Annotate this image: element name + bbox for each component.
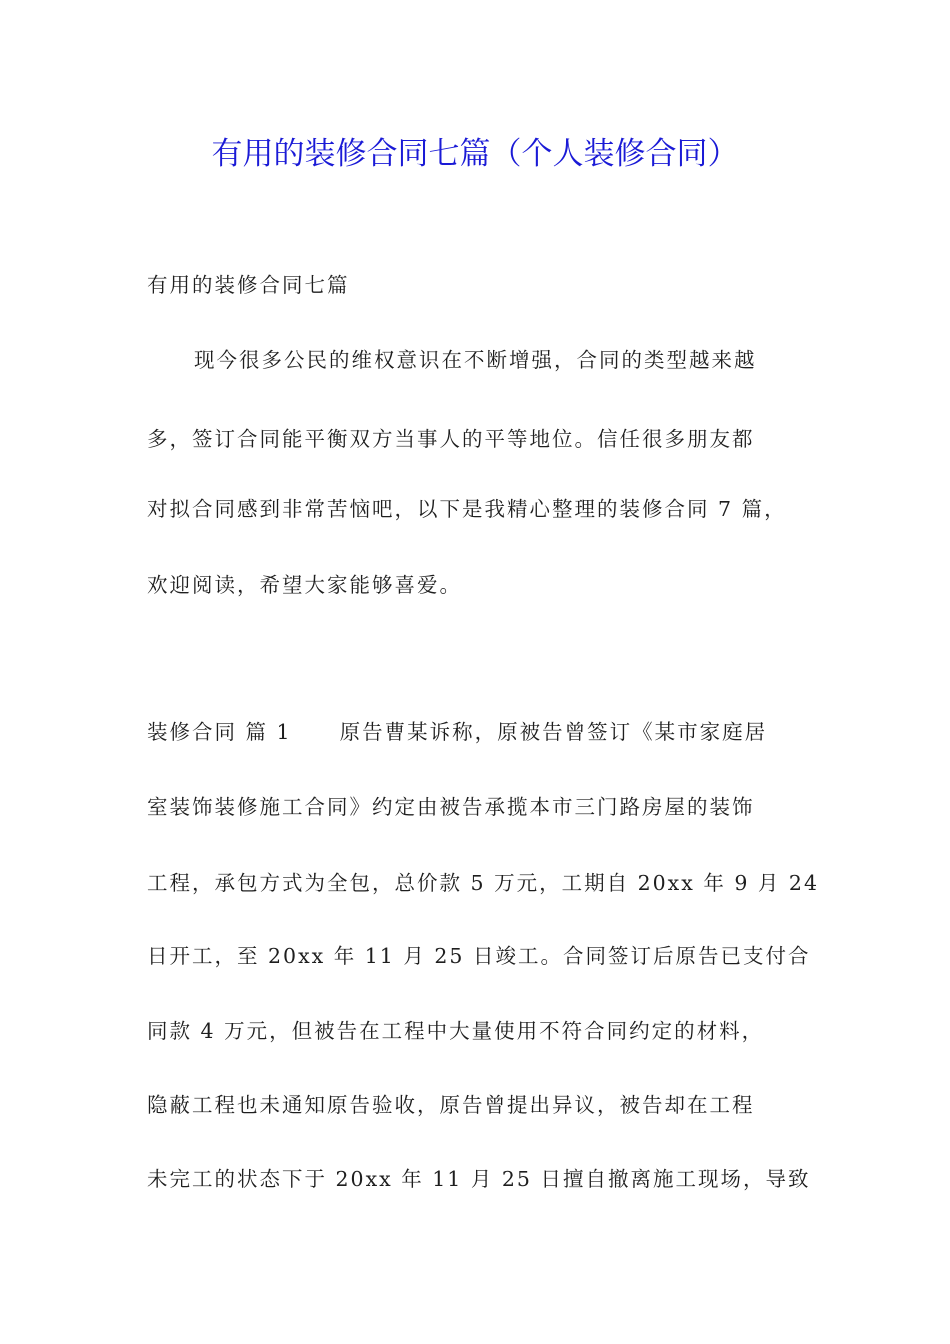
document-subtitle: 有用的装修合同七篇 <box>147 273 350 297</box>
body-line: 工程，承包方式为全包，总价款 5 万元，工期自 20xx 年 9 月 24 <box>147 871 819 895</box>
body-line: 室装饰装修施工合同》约定由被告承揽本市三门路房屋的装饰 <box>147 795 755 819</box>
section-text: 原告曹某诉称，原被告曾签订《某市家庭居 <box>339 720 768 744</box>
body-line: 隐蔽工程也未通知原告验收，原告曾提出异议，被告却在工程 <box>147 1093 755 1117</box>
body-line: 未完工的状态下于 20xx 年 11 月 25 日擅自撤离施工现场，导致 <box>147 1167 811 1191</box>
section-heading: 装修合同 篇 1 <box>147 720 292 744</box>
section-first-line <box>147 717 767 747</box>
body-line: 日开工，至 20xx 年 11 月 25 日竣工。合同签订后原告已支付合 <box>147 944 811 968</box>
intro-line: 对拟合同感到非常苦恼吧，以下是我精心整理的装修合同 7 篇， <box>147 497 787 521</box>
intro-line: 多，签订合同能平衡双方当事人的平等地位。信任很多朋友都 <box>147 427 755 451</box>
document-title: 有用的装修合同七篇（个人装修合同） <box>211 136 739 172</box>
body-line: 同款 4 万元，但被告在工程中大量使用不符合同约定的材料， <box>147 1019 765 1043</box>
intro-line: 欢迎阅读，希望大家能够喜爱。 <box>147 573 462 597</box>
intro-line: 现今很多公民的维权意识在不断增强，合同的类型越来越 <box>194 348 757 372</box>
